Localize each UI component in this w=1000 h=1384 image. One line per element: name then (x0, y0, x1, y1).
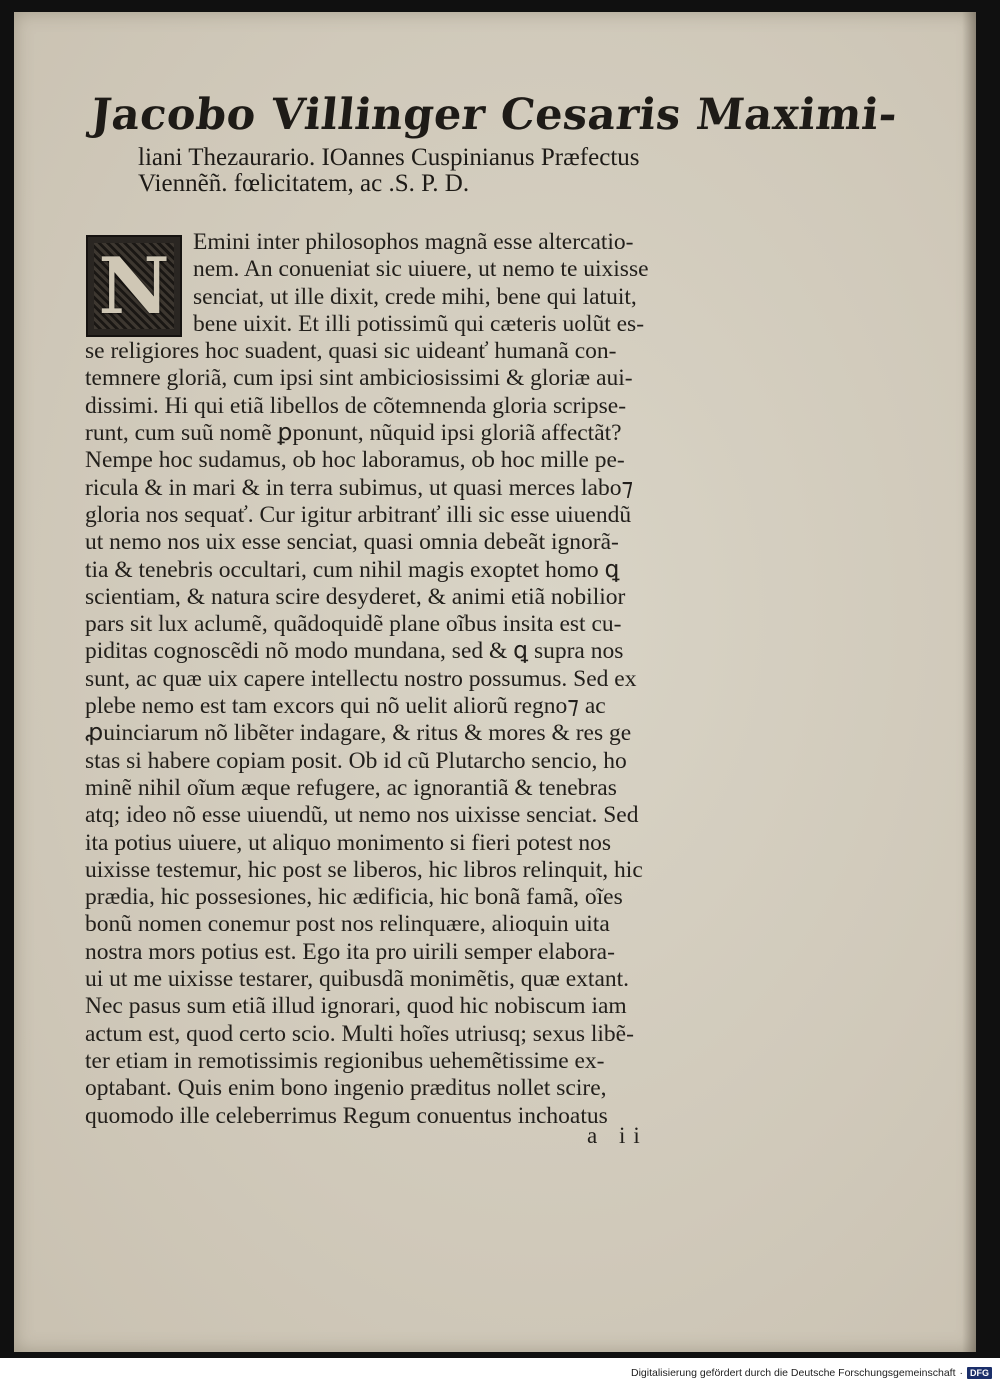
text-line: uixisse testemur, hic post se liberos, hic libros relinquit, hic (85, 856, 643, 883)
text-line: Emini inter philosophos magnã esse altercatio- (193, 229, 634, 255)
text-line: runt, cum suũ nomẽ ꝑponunt, nũquid ipsi gloriã affectãt? (85, 420, 622, 447)
text-line: tia & tenebris occultari, cum nihil magis exoptet homo ꝗ (85, 556, 620, 583)
text-line: stas si habere copiam posit. Ob id cũ Plutarcho sencio, ho (85, 747, 627, 774)
text-line: Nempe hoc sudamus, ob hoc laboramus, ob hoc mille pe- (85, 447, 625, 474)
text-line: prædia, hic possesiones, hic ædificia, hic bonã famã, oĩes (85, 884, 623, 911)
text-line: plebe nemo est tam excors qui nõ uelit aliorũ regno⁊ ac (85, 693, 606, 720)
signature-mark: a ii (587, 1123, 648, 1148)
text-line: sunt, ac quæ uix capere intellectu nostro possumus. Sed ex (85, 665, 637, 692)
credit-text: Digitalisierung gefördert durch die Deutsche Forschungsgemeinschaft (630, 1367, 956, 1379)
text-line: ut nemo nos uix esse senciat, quasi omnia debeãt ignorã- (85, 529, 619, 556)
text-line: piditas cognoscẽdi nõ modo mundana, sed & ꝗ supra nos (85, 638, 624, 665)
text-line: ter etiam in remotissimis regionibus uehemẽtissime ex- (85, 1047, 605, 1074)
text-line: se religiores hoc suadent, quasi sic uideanť humanã con- (85, 338, 617, 365)
text-line: scientiam, & natura scire desyderet, & animi etiã nobilior (85, 583, 626, 610)
text-line: actum est, quod certo scio. Multi hoĩes utriusq; sexus libẽ- (85, 1020, 634, 1047)
heading-blackletter-line: Jacobo Villinger Cesaris Maximi- (88, 90, 900, 140)
text-line: pars sit lux aclumẽ, quãdoquidẽ plane oĩbus insita est cu- (85, 611, 622, 638)
text-line: bene uixit. Et illi potissimũ qui cæteris uolũt es- (193, 310, 645, 337)
text-line: senciat, ut ille dixit, crede mihi, bene qui latuit, (193, 283, 637, 310)
text-line: minẽ nihil oĩum æque refugere, ac ignorantiã & tenebras (85, 774, 617, 801)
text-line: ui ut me uixisse testarer, quibusdã monimẽtis, quæ extant. (85, 966, 630, 993)
text-line: optabant. Quis enim bono ingenio præditus nollet scire, (85, 1075, 607, 1102)
text-line: ita potius uiuere, ut aliquo monimento si fieri potest nos (85, 829, 612, 856)
initial-letter: N (98, 240, 170, 332)
text-line: ricula & in mari & in terra subimus, ut quasi merces labo⁊ (85, 474, 634, 501)
heading-line-3: Viennẽñ. fœlicitatem, ac .S. P. D. (138, 170, 470, 197)
dedication-heading (78, 85, 900, 197)
credit-separator: · (959, 1367, 963, 1379)
text-line: Nec pasus sum etiã illud ignorari, quod hic nobiscum iam (85, 993, 627, 1020)
heading-line-2: liani Thezaurario. IOannes Cuspinianus Præfectus (138, 144, 640, 171)
text-line: bonũ nomen conemur post nos relinquære, alioquin uita (85, 911, 610, 938)
text-line: quomodo ille celeberrimus Regum conuentus inchoatus (85, 1102, 608, 1129)
body-text (85, 229, 725, 1130)
text-line: dissimi. Hi qui etiã libellos de cõtemnenda gloria scripse- (85, 392, 627, 419)
page-edge-shadow (962, 12, 976, 1352)
text-line: nem. An conueniat sic uiuere, ut nemo te uixisse (193, 256, 649, 283)
text-line: nostra mors potius est. Ego ita pro uirili semper elabora- (85, 938, 615, 965)
text-line: temnere gloriã, cum ipsi sint ambiciosissimi & gloriæ aui- (85, 365, 633, 392)
text-line: ꝓuinciarum nõ libẽter indagare, & ritus & mores & res ge (85, 720, 632, 747)
text-line: atq; ideo nõ esse uiuendũ, ut nemo nos uixisse senciat. Sed (85, 802, 639, 829)
dfg-logo[interactable]: DFG (967, 1367, 992, 1379)
funding-credit (631, 1367, 992, 1379)
text-line: gloria nos sequať. Cur igitur arbitranť illi sic esse uiuendũ (85, 501, 632, 528)
